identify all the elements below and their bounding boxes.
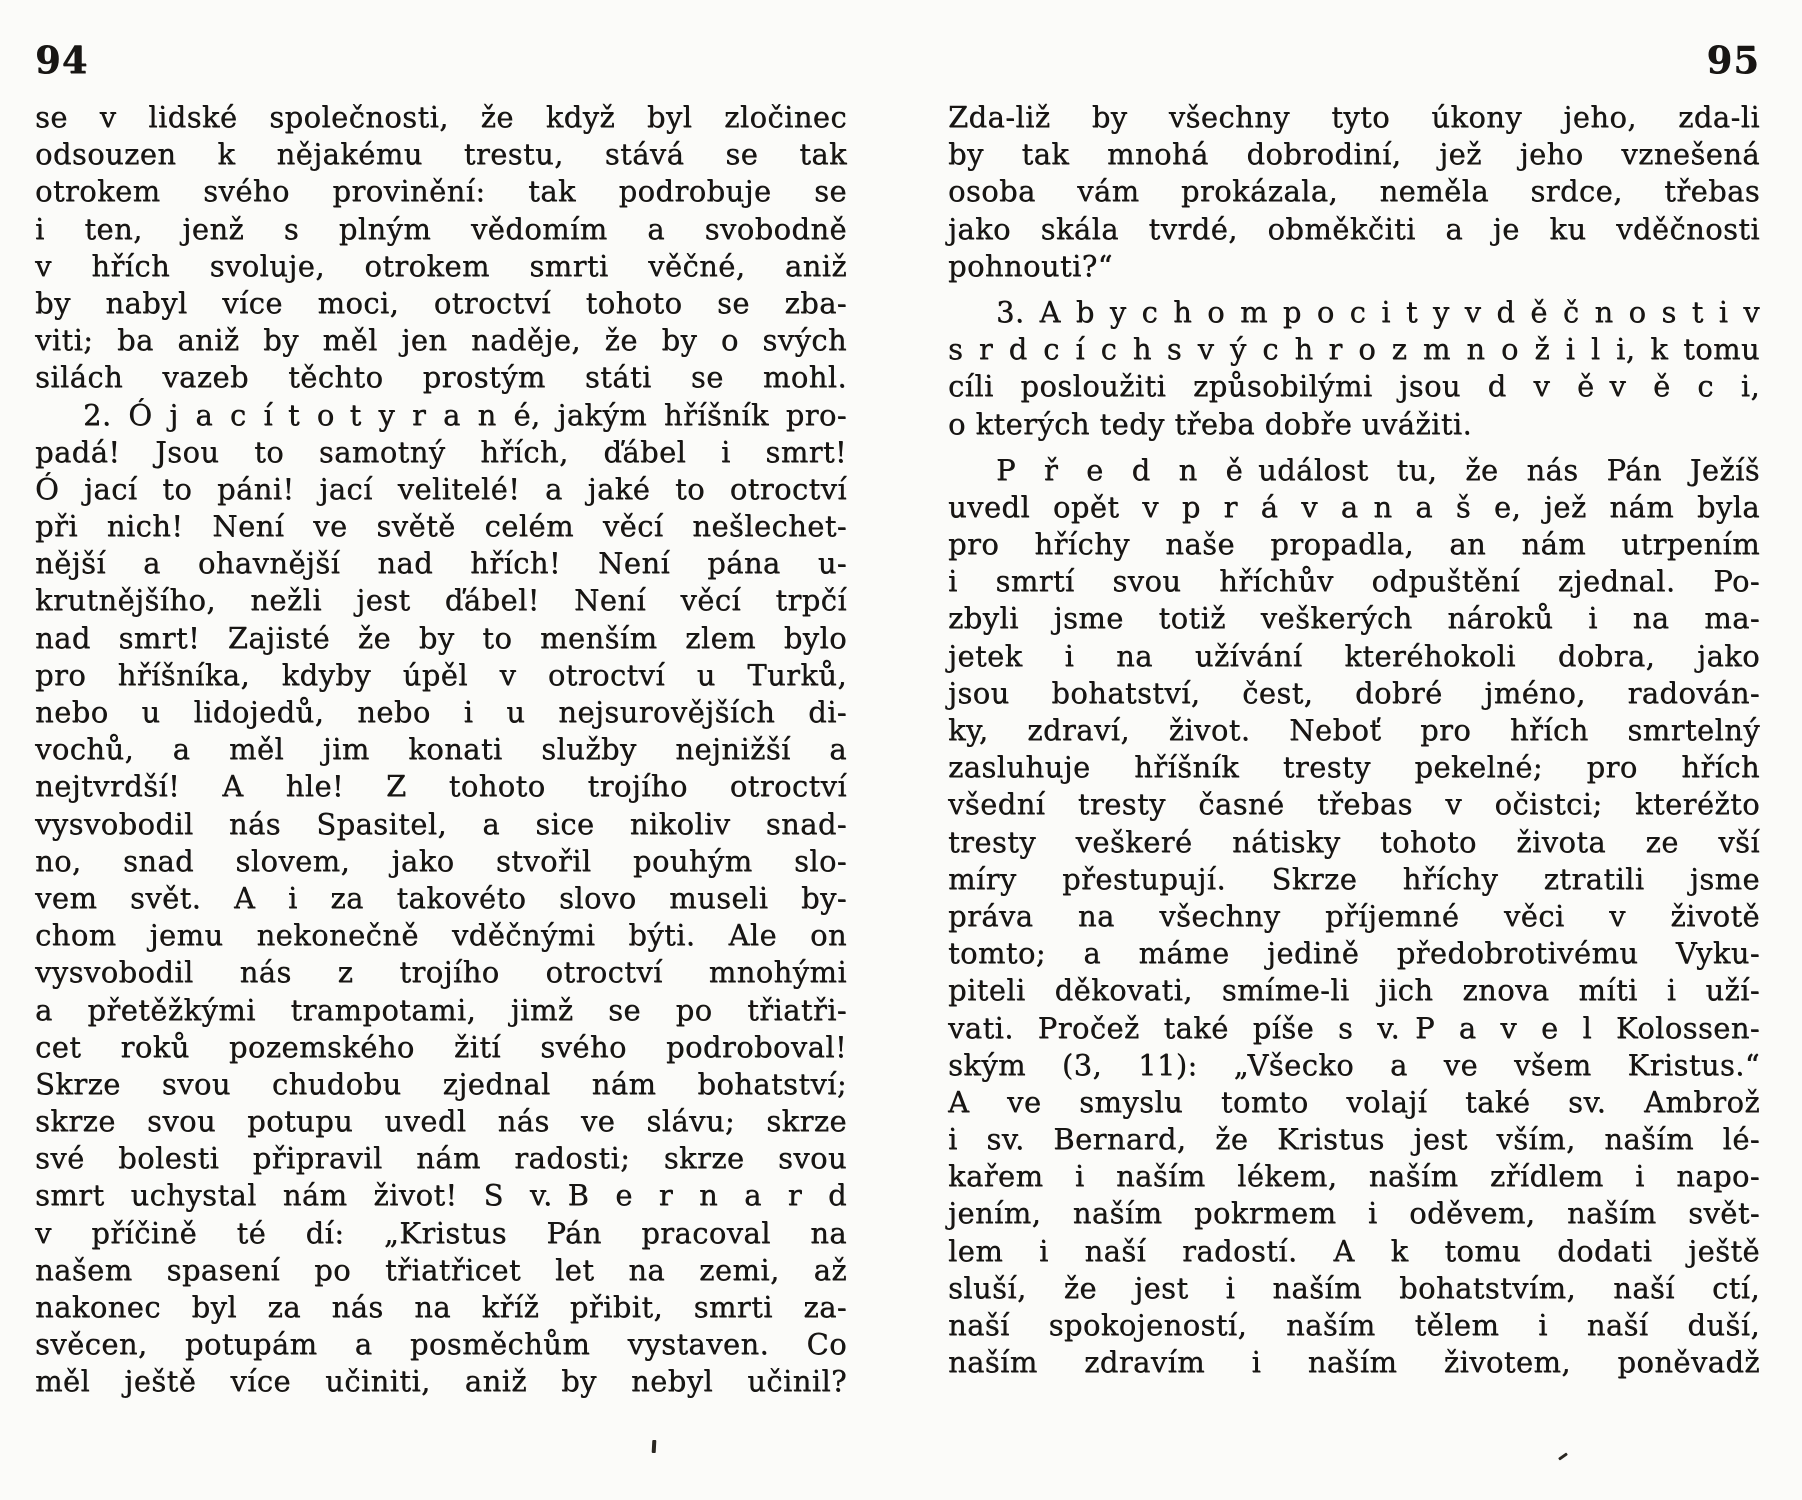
text-line: zbyli jsme totiž veškerých nároků i na ma- xyxy=(948,601,1760,636)
text-line: při nich! Není ve světě celém věcí nešlechet- xyxy=(35,509,847,544)
text-line: krutnějšího, nežli jest ďábel! Není věcí trpčí xyxy=(35,583,847,618)
text-line: Ó jací to páni! jací velitelé! a jaké to otroctví xyxy=(35,471,847,506)
text-line: skrze svou potupu uvedl nás ve slávu; skrze xyxy=(35,1104,847,1139)
text-line: nakonec byl za nás na kříž přibit, smrti za- xyxy=(35,1290,847,1324)
page-number-94: 94 xyxy=(35,38,89,82)
text-line: by tak mnohá dobrodiní, jež jeho vznešená xyxy=(948,137,1760,172)
text-line: a přetěžkými trampotami, jimž se po třiatři- xyxy=(35,992,847,1027)
text-line: nad smrt! Zajisté že by to menším zlem bylo xyxy=(35,620,847,655)
text-line: otrokem svého provinění: tak podrobuje se xyxy=(35,174,847,209)
text-line: své bolesti připravil nám radosti; skrze svou xyxy=(35,1141,847,1176)
text-line: pro hříchy naše propadla, an nám utrpením xyxy=(948,527,1760,562)
text-line: všední tresty časné třebas v očistci; kteréžto xyxy=(948,787,1760,822)
text-line: uvedl opět v p r á v a n a š e, jež nám byla xyxy=(948,489,1760,524)
text-line: jením, naším pokrmem i oděvem, naším svět- xyxy=(948,1196,1760,1231)
text-line: nebo u lidojedů, nebo i u nejsurovějších di- xyxy=(35,695,847,729)
text-line: míry přestupují. Skrze hříchy ztratili jsme xyxy=(948,861,1760,896)
text-line: Skrze svou chudobu zjednal nám bohatství; xyxy=(35,1066,847,1101)
text-line: by nabyl více moci, otroctví tohoto se zba- xyxy=(35,285,847,320)
text-line: pohnouti?“ xyxy=(948,248,1113,283)
text-line: cet roků pozemského žití svého podroboval! xyxy=(35,1029,847,1064)
text-line: naší spokojeností, naším tělem i naší duší, xyxy=(948,1308,1760,1342)
text-line: P ř e d n ě událost tu, že nás Pán Ježíš xyxy=(996,452,1760,487)
text-line: v příčině té dí: „Kristus Pán pracoval na xyxy=(35,1215,847,1250)
text-line: piteli děkovati, smíme-li jich znova míti i uží- xyxy=(948,973,1760,1008)
text-line: svěcen, potupám a posměchům vystaven. Co xyxy=(35,1327,847,1362)
page-95 xyxy=(948,0,1760,1500)
text-line: 3. A b y c h o m p o c i t y v d ě č n o s t i v xyxy=(996,294,1760,329)
text-line: vochů, a měl jim konati služby nejnižší a xyxy=(35,732,847,767)
page-95-text-column xyxy=(948,99,1760,1381)
text-line: i smrtí svou hříchův odpuštění zjednal. Po- xyxy=(948,564,1760,599)
text-line: tresty veškeré nátisky tohoto života ze vší xyxy=(948,824,1760,859)
text-line: s r d c í c h s v ý c h r o z m n o ž i l i, k tomu xyxy=(948,332,1760,367)
text-line: chom jemu nekonečně vděčnými býti. Ale on xyxy=(35,918,847,953)
page-94 xyxy=(35,0,847,1500)
text-line: i sv. Bernard, že Kristus jest vším, naším lé- xyxy=(948,1122,1760,1157)
text-line: jsou bohatství, čest, dobré jméno, radován- xyxy=(948,675,1760,710)
text-line: cíli posloužiti způsobilými jsou d v ě v ě c i, xyxy=(948,369,1760,404)
text-line: padá! Jsou to samotný hřích, ďábel i smrt! xyxy=(35,434,847,469)
text-line: nější a ohavnější nad hřích! Není pána u- xyxy=(35,546,847,581)
text-line: nejtvrdší! A hle! Z tohoto trojího otroctví xyxy=(35,769,847,804)
text-line: vysvobodil nás z trojího otroctví mnohými xyxy=(35,955,847,990)
text-line: no, snad slovem, jako stvořil pouhým slo- xyxy=(35,843,847,878)
text-line: ky, zdraví, život. Neboť pro hřích smrtelný xyxy=(948,713,1760,747)
text-line: Zda-liž by všechny tyto úkony jeho, zda-li xyxy=(948,100,1760,134)
text-line: o kterých tedy třeba dobře uvážiti. xyxy=(948,406,1473,441)
text-line: naším zdravím i naším životem, poněvadž xyxy=(948,1345,1760,1380)
text-line: měl ještě více učiniti, aniž by nebyl učinil? xyxy=(35,1364,847,1399)
text-line: i ten, jenž s plným vědomím a svobodně xyxy=(35,211,847,246)
scan-speck xyxy=(652,1440,657,1453)
text-line: v hřích svoluje, otrokem smrti věčné, aniž xyxy=(35,248,847,283)
text-line: smrt uchystal nám život! S v. B e r n a r d xyxy=(35,1178,847,1213)
text-line: A ve smyslu tomto volají také sv. Ambrož xyxy=(948,1084,1760,1119)
text-line: sluší, že jest i naším bohatstvím, naší ctí, xyxy=(948,1270,1760,1305)
text-line: práva na všechny příjemné věci v životě xyxy=(948,898,1760,933)
text-line: ským (3, 11): „Všecko a ve všem Kristus.“ xyxy=(948,1047,1760,1082)
text-line: viti; ba aniž by měl jen naděje, že by o svých xyxy=(35,323,847,358)
text-line: zasluhuje hříšník tresty pekelné; pro hřích xyxy=(948,750,1760,785)
text-line: kařem i naším lékem, naším zřídlem i napo- xyxy=(948,1159,1760,1194)
text-line: vem svět. A i za takovéto slovo museli by- xyxy=(35,880,847,915)
text-line: vati. Pročež také píše s v. P a v e l Kolossen- xyxy=(948,1010,1760,1045)
text-line: silách vazeb těchto prostým státi se mohl. xyxy=(35,360,847,395)
text-line: jetek i na užívání kteréhokoli dobra, jako xyxy=(948,638,1760,673)
text-line: osoba vám prokázala, neměla srdce, třebas xyxy=(948,174,1760,209)
text-line: odsouzen k nějakému trestu, stává se tak xyxy=(35,137,847,172)
text-line: vysvobodil nás Spasitel, a sice nikoliv snad- xyxy=(35,806,847,841)
text-line: pro hříšníka, kdyby úpěl v otroctví u Turků, xyxy=(35,657,847,692)
page-94-text-column xyxy=(35,99,847,1401)
text-line: našem spasení po třiatřicet let na zemi, až xyxy=(35,1252,847,1287)
text-line: tomto; a máme jedině předobrotivému Vyku- xyxy=(948,936,1760,971)
text-line: se v lidské společnosti, že když byl zločinec xyxy=(35,100,847,134)
text-line: jako skála tvrdé, obměkčiti a je ku vděčnosti xyxy=(948,211,1760,246)
text-line: 2. Ó j a c í t o t y r a n é, jakým hříšník pro- xyxy=(83,397,847,432)
page-number-95: 95 xyxy=(1706,38,1760,82)
text-line: lem i naší radostí. A k tomu dodati ještě xyxy=(948,1233,1760,1268)
